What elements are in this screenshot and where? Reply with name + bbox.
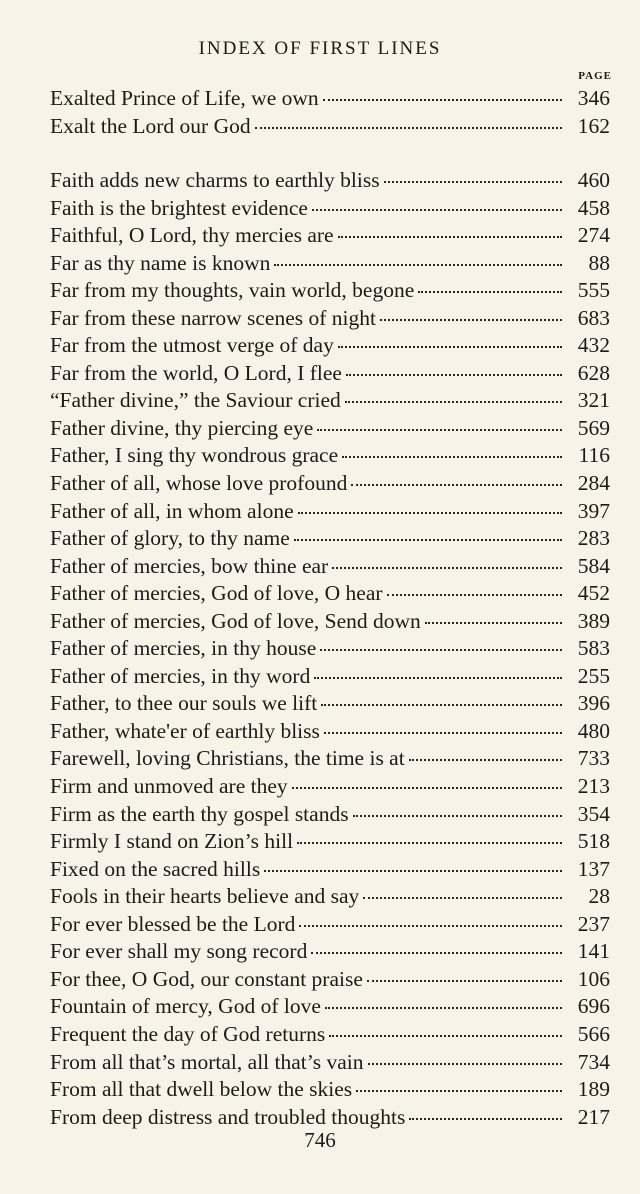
index-group-exalt — [50, 86, 610, 141]
dot-leader — [338, 346, 562, 348]
hymn-page-number: 432 — [577, 333, 610, 358]
dot-leader — [314, 677, 562, 679]
index-entry — [50, 1022, 610, 1050]
dot-leader — [356, 1090, 562, 1092]
first-line-text: Exalt the Lord our God — [50, 113, 251, 138]
dot-leader — [329, 1035, 562, 1037]
first-line-text: Father, I sing thy wondrous grace — [50, 443, 339, 468]
first-line-text: Far from the utmost verge of day — [50, 333, 334, 358]
hymn-page-number: 460 — [577, 168, 610, 192]
dot-leader — [425, 622, 562, 624]
dot-leader — [363, 897, 562, 899]
page-title: INDEX OF FIRST LINES — [198, 38, 442, 59]
dot-leader — [332, 567, 562, 569]
dot-leader — [292, 787, 562, 789]
first-line-text: Father of mercies, God of love, O hear — [50, 581, 383, 606]
hymn-page-number: 583 — [577, 636, 610, 661]
index-entry — [50, 884, 610, 912]
dot-leader — [325, 1007, 562, 1009]
hymn-page-number: 137 — [577, 856, 610, 881]
first-line-text: Father, whate'er of earthly bliss — [50, 718, 320, 743]
hymn-page-number: 237 — [577, 911, 610, 936]
index-entry — [50, 636, 610, 664]
first-line-text: Firm and unmoved are they — [50, 774, 288, 799]
index-entry — [50, 581, 610, 609]
first-line-text: Far from these narrow scenes of night — [50, 305, 376, 330]
first-line-text: For thee, O God, our constant praise — [50, 966, 363, 991]
dot-leader — [320, 649, 562, 651]
first-line-text: Faithful, O Lord, thy mercies are — [50, 223, 334, 248]
index-entry — [50, 664, 610, 692]
index-entry — [50, 278, 610, 306]
hymn-page-number: 696 — [577, 994, 610, 1019]
page-number: 746 — [304, 1128, 336, 1152]
index-entry — [50, 499, 610, 527]
index-entry — [50, 306, 610, 334]
index-entry — [50, 719, 610, 747]
index-entry — [50, 746, 610, 774]
first-line-text: Farewell, loving Christians, the time is at — [50, 746, 405, 771]
index-entry — [50, 1050, 610, 1078]
index-entry — [50, 416, 610, 444]
first-line-text: Far as thy name is known — [50, 250, 271, 275]
dot-leader — [409, 759, 562, 761]
hymn-page-number: 283 — [577, 526, 610, 551]
first-line-text: Father of all, whose love profound — [50, 471, 348, 496]
hymn-page-number: 569 — [577, 415, 610, 440]
hymn-page-number: 354 — [577, 801, 610, 826]
first-line-text: Fixed on the sacred hills — [50, 856, 261, 881]
first-line-text: Father, to thee our souls we lift — [50, 691, 318, 716]
index-entry — [50, 609, 610, 637]
first-line-text: Father of mercies, in thy word — [50, 663, 311, 688]
index-entry — [50, 691, 610, 719]
first-line-text: Father of mercies, bow thine ear — [50, 553, 329, 578]
hymn-page-number: 397 — [577, 498, 610, 523]
hymn-page-number: 733 — [577, 746, 610, 771]
first-line-text: From all that dwell below the skies — [50, 1077, 353, 1102]
dot-leader — [321, 704, 562, 706]
dot-leader — [264, 870, 562, 872]
first-line-text: Faith is the brightest evidence — [50, 195, 308, 220]
index-entry — [50, 1077, 610, 1105]
dot-leader — [338, 236, 562, 238]
hymn-page-number: 518 — [577, 829, 610, 854]
hymn-page-number: 213 — [577, 774, 610, 799]
hymn-page-number: 255 — [577, 663, 610, 688]
hymn-page-number: 162 — [577, 113, 610, 138]
hymn-page-number: 274 — [577, 223, 610, 248]
first-line-text: Firm as the earth thy gospel stands — [50, 801, 349, 826]
index-entry — [50, 912, 610, 940]
first-line-text: Exalted Prince of Life, we own — [50, 86, 319, 110]
index-entry — [50, 802, 610, 830]
hymn-page-number: 628 — [577, 360, 610, 385]
index-entry — [50, 196, 610, 224]
first-line-text: Far from my thoughts, vain world, begone — [50, 278, 415, 303]
dot-leader — [274, 264, 562, 266]
first-line-text: Frequent the day of God returns — [50, 1021, 326, 1046]
first-line-text: Father of glory, to thy name — [50, 526, 290, 551]
first-line-text: Father of mercies, in thy house — [50, 636, 317, 661]
index-entry — [50, 967, 610, 995]
index-entry — [50, 554, 610, 582]
hymn-page-number: 452 — [577, 581, 610, 606]
index-entry — [50, 86, 610, 114]
first-line-text: “Father divine,” the Saviour cried — [50, 388, 341, 413]
first-line-text: From all that’s mortal, all that’s vain — [50, 1049, 364, 1074]
index-entry — [50, 774, 610, 802]
dot-leader — [351, 484, 562, 486]
hymn-page-number: 284 — [577, 471, 610, 496]
first-line-text: For ever blessed be the Lord — [50, 911, 296, 936]
hymn-page-number: 321 — [577, 388, 610, 413]
dot-leader — [346, 374, 562, 376]
first-line-text: Fountain of mercy, God of love — [50, 994, 321, 1019]
index-entry — [50, 333, 610, 361]
dot-leader — [342, 456, 562, 458]
hymn-page-number: 555 — [577, 278, 610, 303]
index-group-f — [50, 168, 610, 1132]
index-entry — [50, 526, 610, 554]
index-entry — [50, 251, 610, 279]
index-entry — [50, 829, 610, 857]
dot-leader — [409, 1118, 562, 1120]
index-entry — [50, 857, 610, 885]
dot-leader — [294, 539, 562, 541]
dot-leader — [418, 291, 562, 293]
dot-leader — [368, 1063, 563, 1065]
index-entry — [50, 114, 610, 142]
hymn-page-number: 566 — [577, 1021, 610, 1046]
dot-leader — [380, 319, 562, 321]
hymn-page-number: 106 — [577, 966, 610, 991]
index-entry — [50, 471, 610, 499]
first-line-text: Father divine, thy piercing eye — [50, 415, 314, 440]
dot-leader — [367, 980, 562, 982]
hymn-page-number: 458 — [577, 195, 610, 220]
index-entry — [50, 388, 610, 416]
index-entry — [50, 223, 610, 251]
hymn-page-number: 346 — [577, 86, 610, 110]
hymn-page-number: 141 — [577, 939, 610, 964]
dot-leader — [387, 594, 562, 596]
hymn-page-number: 217 — [577, 1104, 610, 1129]
first-line-text: For ever shall my song record — [50, 939, 308, 964]
hymn-page-number: 116 — [578, 443, 610, 468]
hymn-page-number: 584 — [577, 553, 610, 578]
dot-leader — [324, 732, 562, 734]
page-column-label: PAGE — [578, 70, 612, 82]
hymn-page-number: 88 — [588, 250, 610, 275]
index-entry — [50, 361, 610, 389]
first-line-text: Father of mercies, God of love, Send down — [50, 608, 421, 633]
first-line-text: Fools in their hearts believe and say — [50, 884, 360, 909]
hymn-page-number: 683 — [577, 305, 610, 330]
first-line-text: From deep distress and troubled thoughts — [50, 1104, 406, 1129]
dot-leader — [312, 209, 562, 211]
first-line-text: Father of all, in whom alone — [50, 498, 294, 523]
index-entry — [50, 994, 610, 1022]
dot-leader — [323, 99, 562, 101]
hymn-page-number: 28 — [588, 884, 610, 909]
dot-leader — [299, 925, 562, 927]
dot-leader — [311, 952, 562, 954]
dot-leader — [298, 512, 562, 514]
dot-leader — [345, 401, 562, 403]
dot-leader — [384, 181, 562, 183]
hymn-page-number: 396 — [577, 691, 610, 716]
dot-leader — [317, 429, 562, 431]
dot-leader — [297, 842, 562, 844]
index-entry — [50, 939, 610, 967]
index-entry — [50, 168, 610, 196]
hymn-page-number: 480 — [577, 718, 610, 743]
hymn-page-number: 389 — [577, 608, 610, 633]
first-line-text: Firmly I stand on Zion’s hill — [50, 829, 294, 854]
hymn-page-number: 734 — [577, 1049, 610, 1074]
dot-leader — [353, 815, 562, 817]
first-line-text: Far from the world, O Lord, I flee — [50, 360, 342, 385]
index-entry — [50, 443, 610, 471]
first-line-text: Faith adds new charms to earthly bliss — [50, 168, 380, 192]
dot-leader — [255, 127, 562, 129]
hymn-page-number: 189 — [577, 1077, 610, 1102]
